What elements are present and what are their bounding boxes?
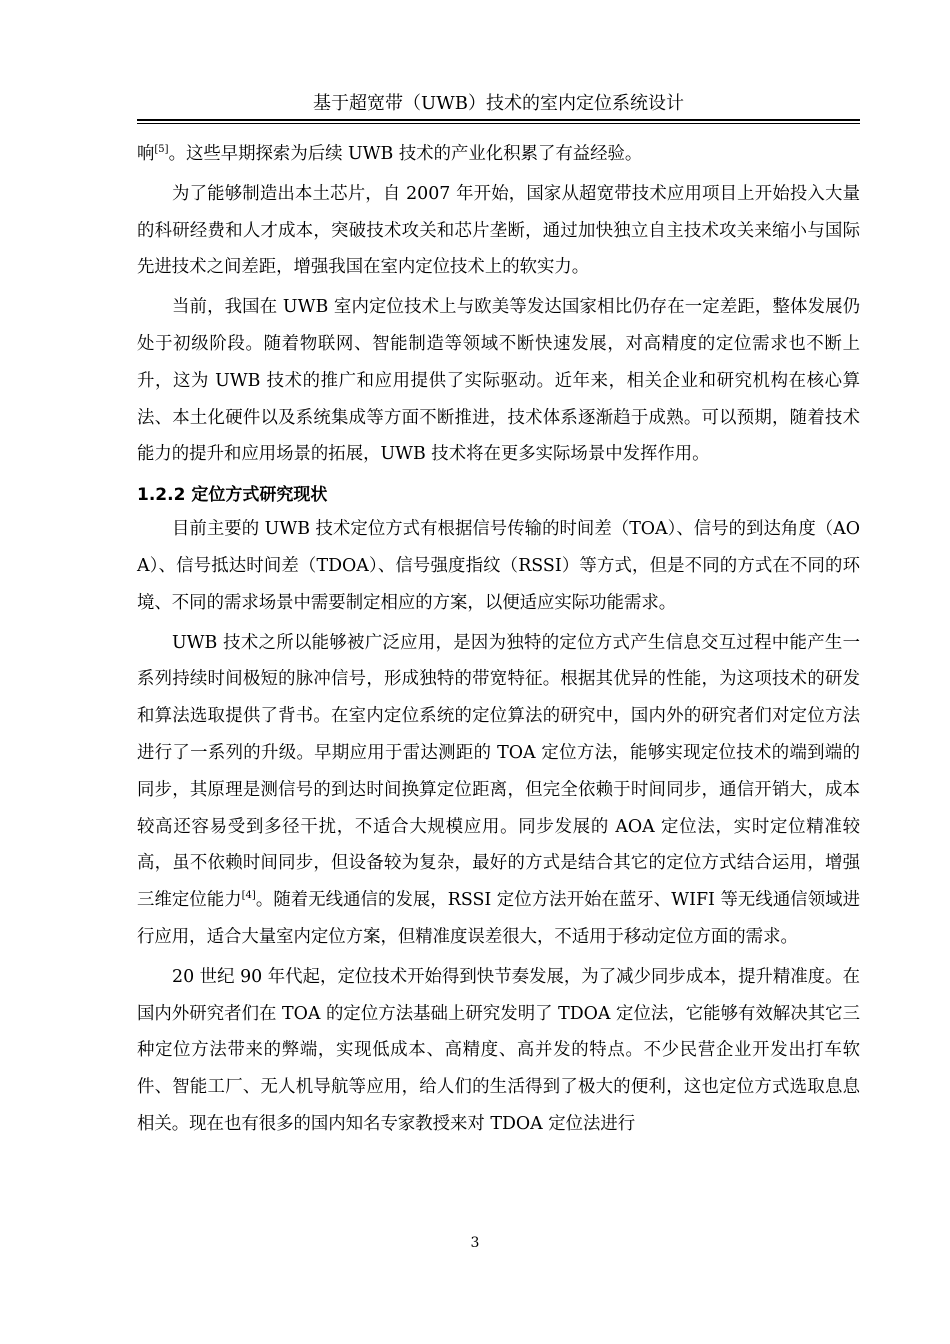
page-body	[137, 136, 860, 1143]
paragraph: 目前主要的 UWB 技术定位方式有根据信号传输的时间差（TOA）、信号的到达角度（AOA）、信号抵达时间差（TDOA）、信号强度指纹（RSSI）等方式，但是不同的方式在不同的环境、不同的需求场景中需要制定相应的方案，以便适应实际功能需求。	[137, 519, 860, 613]
citation-ref: [4]	[241, 890, 256, 902]
paragraph-continuation: 响[5]。这些早期探索为后续 UWB 技术的产业化积累了有益经验。	[137, 144, 643, 164]
running-header-title: 基于超宽带（UWB）技术的室内定位系统设计	[313, 93, 684, 114]
citation-ref: [5]	[154, 144, 169, 155]
paragraph: 20 世纪 90 年代起，定位技术开始得到快节奏发展，为了减少同步成本，提升精准度。在国内外研究者们在 TOA 的定位方法基础上研究发明了 TDOA 定位法，它能够有效解决其它三种定位方法带来的弊端，实现低成本、高精度、高并发的特点。不少民营企业开发出打车软件、智能工厂、无人机导航等应用，给人们的生活得到了极大的便利，这也定位方式选取息息相关。现在也有很多的国内知名专家教授来对 TDOA 定位法进行	[137, 966, 860, 1134]
header-rule-thick	[137, 119, 860, 121]
paragraph: UWB 技术之所以能够被广泛应用，是因为独特的定位方式产生信息交互过程中能产生一系列持续时间极短的脉冲信号，形成独特的带宽特征。根据其优异的性能，为这项技术的研发和算法选取提供了背书。在室内定位系统的定位算法的研究中，国内外的研究者们对定位方法进行了一系列的升级。早期应用于雷达测距的 TOA 定位方法，能够实现定位技术的端到端的同步，其原理是测信号的到达时间换算定位距离，但完全依赖于时间同步，通信开销大，成本较高还容易受到多径干扰，不适合大规模应用。同步发展的 AOA 定位法，实时定位精准较高，虽不依赖时间同步，但设备较为复杂，最好的方式是结合其它的定位方式结合运用，增强三维定位能力[4]。随着无线通信的发展，RSSI 定位方法开始在蓝牙、WIFI 等无线通信领域进行应用，适合大量室内定位方案，但精准度误差很大，不适用于移动定位方面的需求。	[137, 632, 860, 947]
section-heading: 1.2.2 定位方式研究现状	[137, 485, 328, 506]
paragraph: 为了能够制造出本土芯片，自 2007 年开始，国家从超宽带技术应用项目上开始投入大量的科研经费和人才成本，突破技术攻关和芯片垄断，通过加快独立自主技术攻关来缩小与国际先进技术之间差距，增强我国在室内定位技术上的软实力。	[137, 183, 860, 278]
header-rule-thin	[137, 123, 860, 124]
paragraph: 当前，我国在 UWB 室内定位技术上与欧美等发达国家相比仍存在一定差距，整体发展仍处于初级阶段。随着物联网、智能制造等领域不断快速发展，对高精度的定位需求也不断上升，这为 UWB 技术的推广和应用提供了实际驱动。近年来，相关企业和研究机构在核心算法、本土化硬件以及系统集成等方面不断推进，技术体系逐渐趋于成熟。可以预期，随着技术能力的提升和应用场景的拓展，UWB 技术将在更多实际场景中发挥作用。	[137, 297, 860, 465]
page-number: 3	[470, 1235, 480, 1251]
